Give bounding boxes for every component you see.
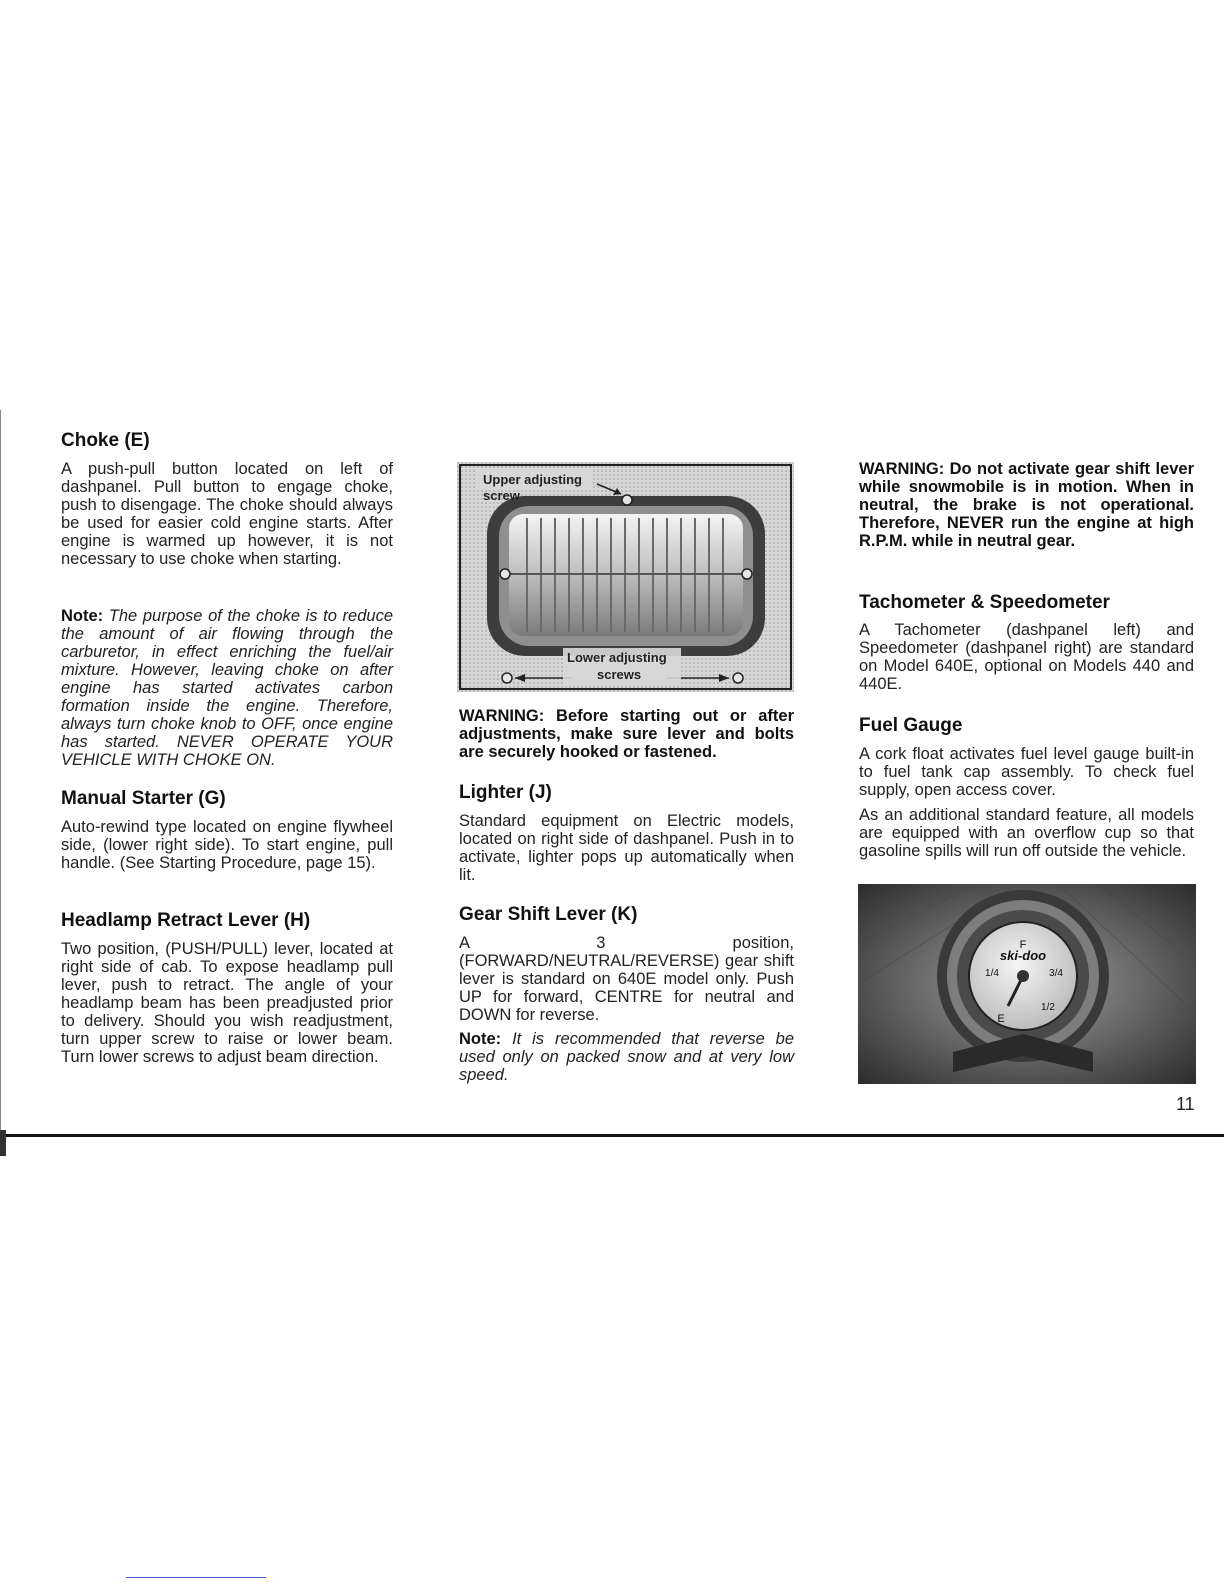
upper-screw-label: screw [483, 488, 520, 503]
headlamp-body: Two position, (PUSH/PULL) lever, located at right side of cab. To expose headlamp pull lever, push to retract. The angle of your headlamp beam has been preadjusted prior to delivery. Should you wish readjustment, turn upper screw to raise or lower beam. Turn lower screws to adjust beam direction. [61, 940, 393, 1066]
headlamp-warning: WARNING: Before starting out or after adjustments, make sure lever and bolts are securely hooked or fastened. [459, 707, 794, 761]
headlamp-heading: Headlamp Retract Lever (H) [61, 910, 311, 931]
gauge-brand-mark: ski-doo [999, 948, 1047, 963]
lower-screws-label: screws [597, 667, 642, 682]
tachometer-heading: Tachometer & Speedometer [859, 592, 1110, 613]
lower-adjusting-label: Lower adjusting [567, 650, 667, 665]
choke-note [61, 607, 393, 769]
left-edge-line [0, 410, 1, 1130]
gauge-full-mark: F [1019, 939, 1027, 951]
gear-shift-body: A 3 position, (FORWARD/NEUTRAL/REVERSE) gear shift lever is standard on 640E model only. Push UP for forward, CENTRE for neutral and DOWN for reverse. [459, 934, 794, 1024]
fuel-gauge-illustration [858, 884, 1196, 1084]
gauge-empty-mark: E [997, 1013, 1005, 1025]
note-text: It is recommended that reverse be used only on packed snow and at very low speed. [459, 1030, 794, 1084]
manual-starter-heading: Manual Starter (G) [61, 788, 226, 809]
bottom-rule [0, 1134, 1224, 1137]
headlamp-photo [457, 462, 794, 692]
gear-shift-heading: Gear Shift Lever (K) [459, 904, 638, 925]
fuel-gauge-photo [858, 884, 1196, 1084]
note-label: Note: [61, 607, 104, 625]
tachometer-body: A Tachometer (dashpanel left) and Speedometer (dashpanel right) are standard on Model 640E, optional on Models 440 and 440E. [859, 621, 1194, 693]
note-text: The purpose of the choke is to reduce the amount of air flowing through the carburetor, in effect enriching the fuel/air mixture. However, leaving choke on after engine has started activates carbon formation inside the engine. Therefore, always turn choke knob to OFF, once engine has started. NEVER OPERATE YOUR VEHICLE WITH CHOKE ON. [61, 607, 393, 769]
upper-adjusting-label: Upper adjusting [483, 472, 582, 487]
manual-starter-body: Auto-rewind type located on engine flywheel side, (lower right side). To start engine, pull handle. (See Starting Procedure, page 15). [61, 818, 393, 872]
page-number: 11 [1176, 1094, 1195, 1114]
choke-heading: Choke (E) [61, 430, 150, 451]
gauge-half-mark: 1/2 [1041, 1002, 1055, 1013]
fuel-gauge-body-2: As an additional standard feature, all models are equipped with an overflow cup so that gasoline spills will run off outside the vehicle. [859, 806, 1194, 860]
bottom-underline-mark [126, 1577, 266, 1578]
gear-shift-note [459, 1030, 794, 1084]
lighter-body: Standard equipment on Electric models, located on right side of dashpanel. Push in to activate, lighter pops up automatically when lit. [459, 812, 794, 884]
choke-body: A push-pull button located on left of dashpanel. Pull button to engage choke, push to disengage. The choke should always be used for easier cold engine starts. After engine is warmed up however, it is not necessary to use choke when starting. [61, 460, 393, 568]
edge-mark-bottom [0, 1130, 6, 1156]
note-label: Note: [459, 1030, 502, 1048]
gauge-three-quarter-mark: 3/4 [1049, 968, 1063, 979]
fuel-gauge-body: A cork float activates fuel level gauge built-in to fuel tank cap assembly. To check fuel supply, open access cover. [859, 745, 1194, 799]
gauge-quarter-mark: 1/4 [985, 968, 999, 979]
gear-shift-warning: WARNING: Do not activate gear shift lever while snowmobile is in motion. When in neutral, the brake is not operational. Therefore, NEVER run the engine at high R.P.M. while in neutral gear. [859, 460, 1194, 550]
lighter-heading: Lighter (J) [459, 782, 552, 803]
fuel-gauge-heading: Fuel Gauge [859, 715, 963, 736]
